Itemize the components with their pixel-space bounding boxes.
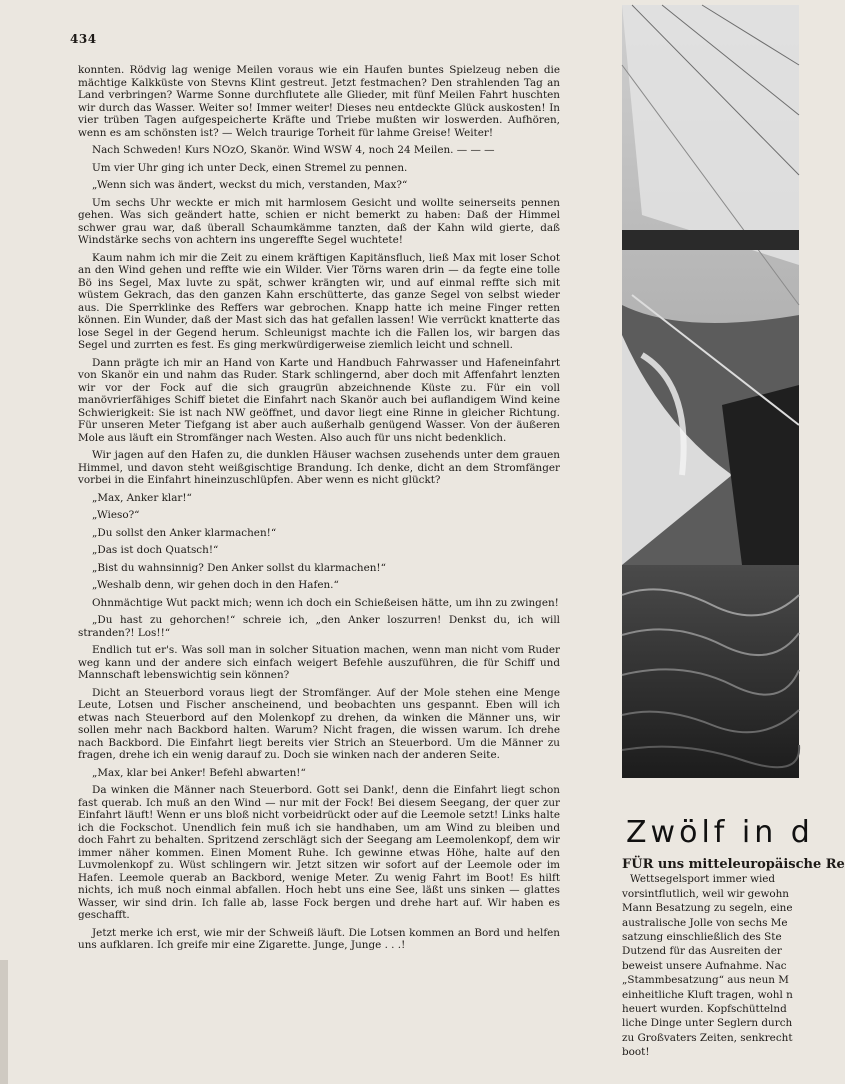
article-paragraph: Dicht an Steuerbord voraus liegt der Stromfänger. Auf der Mole stehen eine Menge Leute, Lotsen und Fischer anscheinend, und beobachten uns gespannt. Eben will ich etwas nach Steuerbord auf den Molenkopf zu drehen, da winken die Männer uns, wir sollen mehr nach Backbord halten. Warum? Nicht fragen, die wissen warum. Ich drehe nach Backbord. Die Einfahrt liegt bereits vier Strich an Steuerbord. Um die Männer zu fragen, drehe ich ein wenig darauf zu. Doch sie winken nach der anderen Seite. xyxy=(78,686,560,761)
page-number: 434 xyxy=(70,32,97,46)
sidebar-line: Mann Besatzung zu segeln, eine xyxy=(622,902,793,915)
article-paragraph: Wir jagen auf den Hafen zu, die dunklen Häuser wachsen zusehends unter dem grauen Himmel, und davon steht weißgischtige Brandung. Ich denke, dicht an dem Stromfänger vorbei in die Einfahrt hineinzuschlüpfen. Aber wenn es nicht glückt? xyxy=(78,449,560,486)
sidebar-line: australische Jolle von sechs Me xyxy=(622,916,788,929)
dialogue-line: „Du sollst den Anker klarmachen!“ xyxy=(92,526,277,539)
sidebar-line: boot! xyxy=(622,1046,650,1059)
article-paragraph: konnten. Rödvig lag wenige Meilen voraus wie ein Haufen buntes Spielzeug neben die mächtige Kalkküste von Stevns Klint gestreut. Jetzt festmachen? Den strahlenden Tag an Land verbringen? Warme Sonne durchflutete alle Glieder, mit fünf Meilen Fahrt huschten wir durch das Wasser. Weiter so! Immer weiter! Dieses neu entdeckte Glück auskosten! In vier trüben Tagen aufgespeicherte Kräfte und Triebe mußten wir loswerden. Aufhören, wenn es am schönsten ist? — Welch traurige Torheit für lahme Greise! Weiter! xyxy=(78,64,560,139)
sidebar-line xyxy=(622,857,845,872)
sidebar-line: vorsintflutlich, weil wir gewohn xyxy=(622,887,789,900)
sidebar-line: Dutzend für das Ausreiten der xyxy=(622,945,782,958)
dialogue-line: „Max, Anker klar!“ xyxy=(92,491,192,504)
article-paragraph: Kaum nahm ich mir die Zeit zu einem kräftigen Kapitänsfluch, ließ Max mit loser Schot an den Wind gehen und reffte wie ein Wilder. Vier Törns waren drin — da fegte eine tolle Bö ins Segel, Max luvte zu spät, schwer krängten wir, und auf einmal reffte sich mit wüstem Gekrach, das den ganzen Kahn erschütterte, das ganze Segel von selbst wieder aus. Die Sperrklinke des Reffers war gebrochen. Knapp hatte ich meine Finger retten können. Ein Wunder, daß der Mast sich das hat gefallen lassen! Wie verrückt knatterte das lose Segel in der Gegend herum. Schleunigst machte ich die Fallen los, wir bargen das Segel und zurrten es fest. Es ging merkwürdigerweise ziemlich leicht und schnell. xyxy=(78,251,560,351)
dialogue-line: „Weshalb denn, wir gehen doch in den Hafen.“ xyxy=(92,579,339,591)
article-paragraph: Ohnmächtige Wut packt mich; wenn ich doch ein Schießeisen hätte, um ihn zu zwingen! xyxy=(92,596,559,609)
sidebar-line: heuert wurden. Kopfschüttelnd xyxy=(622,1003,787,1016)
sidebar-line: „Stammbesatzung“ aus neun M xyxy=(622,974,789,987)
sidebar-line: Wettsegelsport immer wied xyxy=(630,873,776,886)
article-paragraph: Um vier Uhr ging ich unter Deck, einen Stremel zu pennen. xyxy=(92,161,408,174)
article-paragraph: Nach Schweden! Kurs NOzO, Skanör. Wind WSW 4, noch 24 Meilen. — — — xyxy=(92,144,495,156)
sidebar-line: zu Großvaters Zeiten, senkrecht xyxy=(622,1031,793,1044)
article-paragraph: Um sechs Uhr weckte er mich mit harmlosem Gesicht und wollte seinerseits pennen gehen. Was sich geändert hatte, schien er nicht bemerkt zu haben: Daß der Himmel schwer grau war, daß überall Schaumkämme tanzten, daß der Kahn wild gierte, daß Windstärke sechs von achtern ins ungereffte Segel wuchtete! xyxy=(78,196,560,246)
page-edge-shadow xyxy=(0,960,8,1084)
sailing-photo xyxy=(622,5,799,778)
sidebar-line: satzung einschließlich des Ste xyxy=(622,931,782,944)
dialogue-line: „Max, klar bei Anker! Befehl abwarten!“ xyxy=(92,766,306,779)
dialogue-line: „Das ist doch Quatsch!“ xyxy=(92,544,219,556)
sidebar-article xyxy=(622,857,845,1060)
article-paragraph: Da winken die Männer nach Steuerbord. Gott sei Dank!, denn die Einfahrt liegt schon fast querab. Ich muß an den Wind — nur mit der Fock! Bei diesem Seegang, der quer zur Einfahrt läuft! Wenn er uns bloß nicht vorbeidrückt oder auf die Leemole setzt! Links halte ich die Fockschot. Unendlich fein muß ich sie handhaben, um am Wind zu bleiben und doch Fahrt zu behalten. Spritzend zerschlägt sich der Seegang am Leemolenkopf, dem wir immer näher kommen. Einen Moment Ruhe. Ich gewinne etwas Höhe, halte auf den Luvmolenkopf zu. Wüst schlingern wir. Jetzt sitzen wir sofort auf der Leemole oder im Hafen. Leemole querab an Backbord, wenige Meter. Zu wenig Fahrt im Boot! Es hilft nichts, ich muß noch einmal abfallen. Hoch hebt uns eine See, läßt uns sinken — glattes Wasser, wir sind drin. Ich falle ab, lasse Fock bergen und drehe hart auf. Wir haben es geschafft. xyxy=(78,784,560,921)
article-paragraph: Jetzt merke ich erst, wie mir der Schweiß läuft. Die Lotsen kommen an Bord und helfen uns aufklaren. Ich greife mir eine Zigarette. Junge, Junge . . .! xyxy=(78,926,560,951)
article-paragraph: Dann prägte ich mir an Hand von Karte und Handbuch Fahrwasser und Hafeneinfahrt von Skanör ein und nahm das Ruder. Stark schlingernd, aber doch mit Affenfahrt lenzten wir vor der Fock auf die sich graugrün abzeichnende Küste zu. Für ein voll manövrierfähiges Schiff bietet die Einfahrt nach Skanör auch bei auflandigem Wind keine Schwierigkeit: Sie ist nach NW geöffnet, und davor liegt eine Rinne in gleicher Richtung. Für unseren Meter Tiefgang ist aber auch außerhalb genügend Wasser. Von der äußeren Mole aus läuft ein Stromfänger nach Westen. Also auch für uns nicht bedenklich. xyxy=(78,356,560,444)
dialogue-line: „Du hast zu gehorchen!“ schreie ich, „den Anker loszurren! Denkst du, ich will stranden?! Los!!“ xyxy=(78,614,560,639)
sidebar-line: einheitliche Kluft tragen, wohl n xyxy=(622,988,793,1001)
sidebar-line: beweist unsere Aufnahme. Nac xyxy=(622,959,787,972)
dialogue-line: „Bist du wahnsinnig? Den Anker sollst du klarmachen!“ xyxy=(92,561,386,574)
sidebar-line: liche Dinge unter Seglern durch xyxy=(622,1017,793,1030)
section-heading: Zwölf in d xyxy=(626,815,814,850)
article-paragraph: „Wenn sich was ändert, weckst du mich, verstanden, Max?“ xyxy=(92,179,408,191)
drop-cap: FÜR uns mitteleuropäische Re xyxy=(622,857,845,872)
article-body xyxy=(78,64,560,957)
article-paragraph: Endlich tut er's. Was soll man in solcher Situation machen, wenn man nicht vom Ruder weg kann und der andere sich einfach weigert Befehle auszuführen, die für Schiff und Mannschaft lebenswichtig sein können? xyxy=(78,644,560,681)
dialogue-line: „Wieso?“ xyxy=(92,509,140,521)
